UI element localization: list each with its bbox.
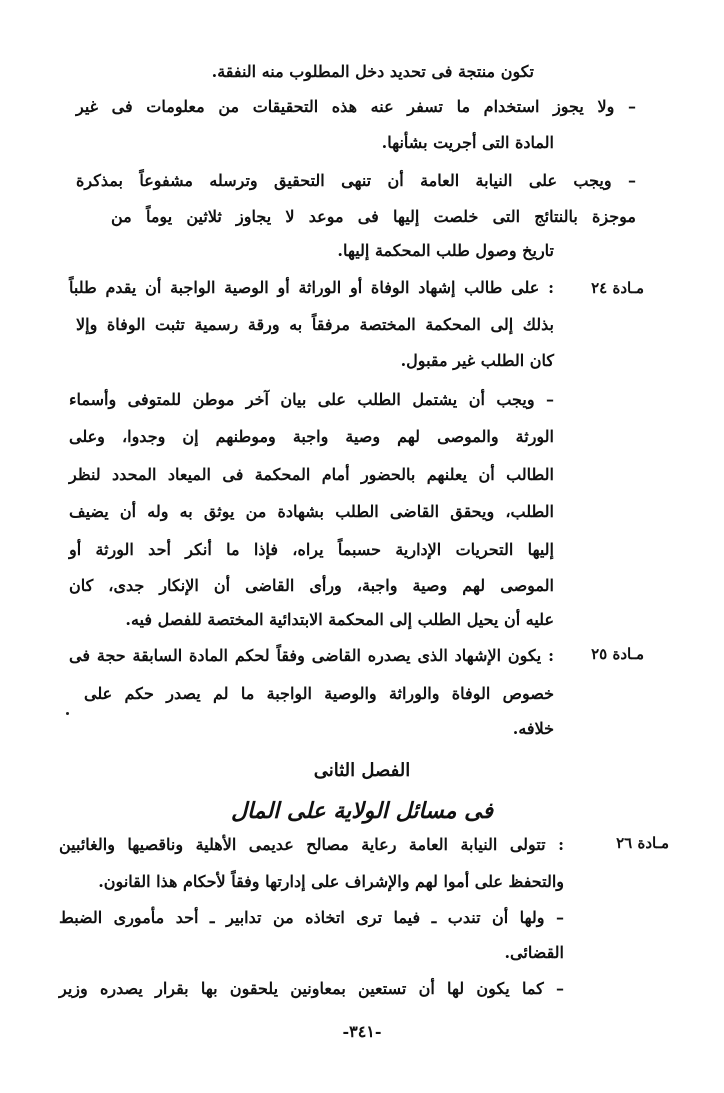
text-line: – ولا يجوز استخدام ما تسفر عنه هذه التحقيقات من معلومات فى غير — [76, 97, 636, 116]
article-number-24: مـادة ٢٤ — [591, 279, 644, 297]
text-line: كان الطلب غير مقبول. — [400, 351, 554, 370]
text-line: : على طالب إشهاد الوفاة أو الوراثة أو الوصية الواجبة أن يقدم طلباً — [69, 278, 554, 297]
article-number-25: مـادة ٢٥ — [591, 645, 644, 663]
text-line: الموصى لهم وصية واجبة، ورأى القاضى أن الإنكار جدى، كان — [69, 576, 554, 595]
text-line: – ويجب أن يشتمل الطلب على بيان آخر موطن للمتوفى وأسماء — [69, 390, 554, 409]
text-line: بذلك إلى المحكمة المختصة مرفقاً به ورقة رسمية تثبت الوفاة وإلا — [76, 315, 554, 334]
text-line: : يكون الإشهاد الذى يصدره القاضى وفقاً لحكم المادة السابقة حجة فى — [69, 646, 554, 665]
text-line: تاريخ وصول طلب المحكمة إليها. — [337, 241, 554, 260]
text-line: الطالب أن يعلنهم بالحضور أمام المحكمة فى الميعاد المحدد لنظر — [69, 465, 554, 484]
ink-speck — [66, 712, 69, 715]
text-line: : تتولى النيابة العامة رعاية مصالح عديمى الأهلية وناقصيها والغائبين — [59, 835, 564, 854]
text-line: الطلب، ويحقق القاضى الطلب بشهادة من يوثق به وله أن يضيف — [69, 502, 554, 521]
text-line: القضائى. — [504, 943, 564, 962]
text-line: خلافه. — [512, 719, 554, 738]
text-line: – ولها أن تندب ـ فيما ترى اتخاذه من تدابير ـ أحد مأمورى الضبط — [59, 908, 564, 927]
article-number-26: مـادة ٢٦ — [616, 834, 669, 852]
text-line: المادة التى أجريت بشأنها. — [381, 133, 554, 152]
chapter-heading: الفصل الثانى — [313, 760, 411, 781]
text-line: – ويجب على النيابة العامة أن تنهى التحقيق وترسله مشفوعاً بمذكرة — [76, 171, 636, 190]
text-line: إليها التحريات الإدارية حسبماً يراه، فإذا ما أنكر أحد الورثة أو — [69, 540, 554, 559]
text-line: موجزة بالنتائج التى خلصت إليها فى موعد لا يجاوز ثلاثين يوماً من — [111, 207, 636, 226]
page-number: -٣٤١- — [342, 1022, 382, 1041]
text-line: الورثة والموصى لهم وصية واجبة وموطنهم إن وجدوا، وعلى — [69, 427, 554, 446]
text-line: خصوص الوفاة والوراثة والوصية الواجبة ما لم يصدر حكم على — [84, 684, 554, 703]
text-line: تكون منتجة فى تحديد دخل المطلوب منه النفقة. — [211, 62, 534, 81]
text-line: عليه أن يحيل الطلب إلى المحكمة الابتدائية المختصة للفصل فيه. — [125, 610, 554, 629]
text-line: – كما يكون لها أن تستعين بمعاونين يلحقون بها بقرار يصدره وزير — [59, 979, 564, 998]
text-line: والتحفظ على أموا لهم والإشراف على إدارتها وفقاً لأحكام هذا القانون. — [98, 872, 564, 891]
section-heading: فى مسائل الولاية على المال — [230, 798, 493, 824]
